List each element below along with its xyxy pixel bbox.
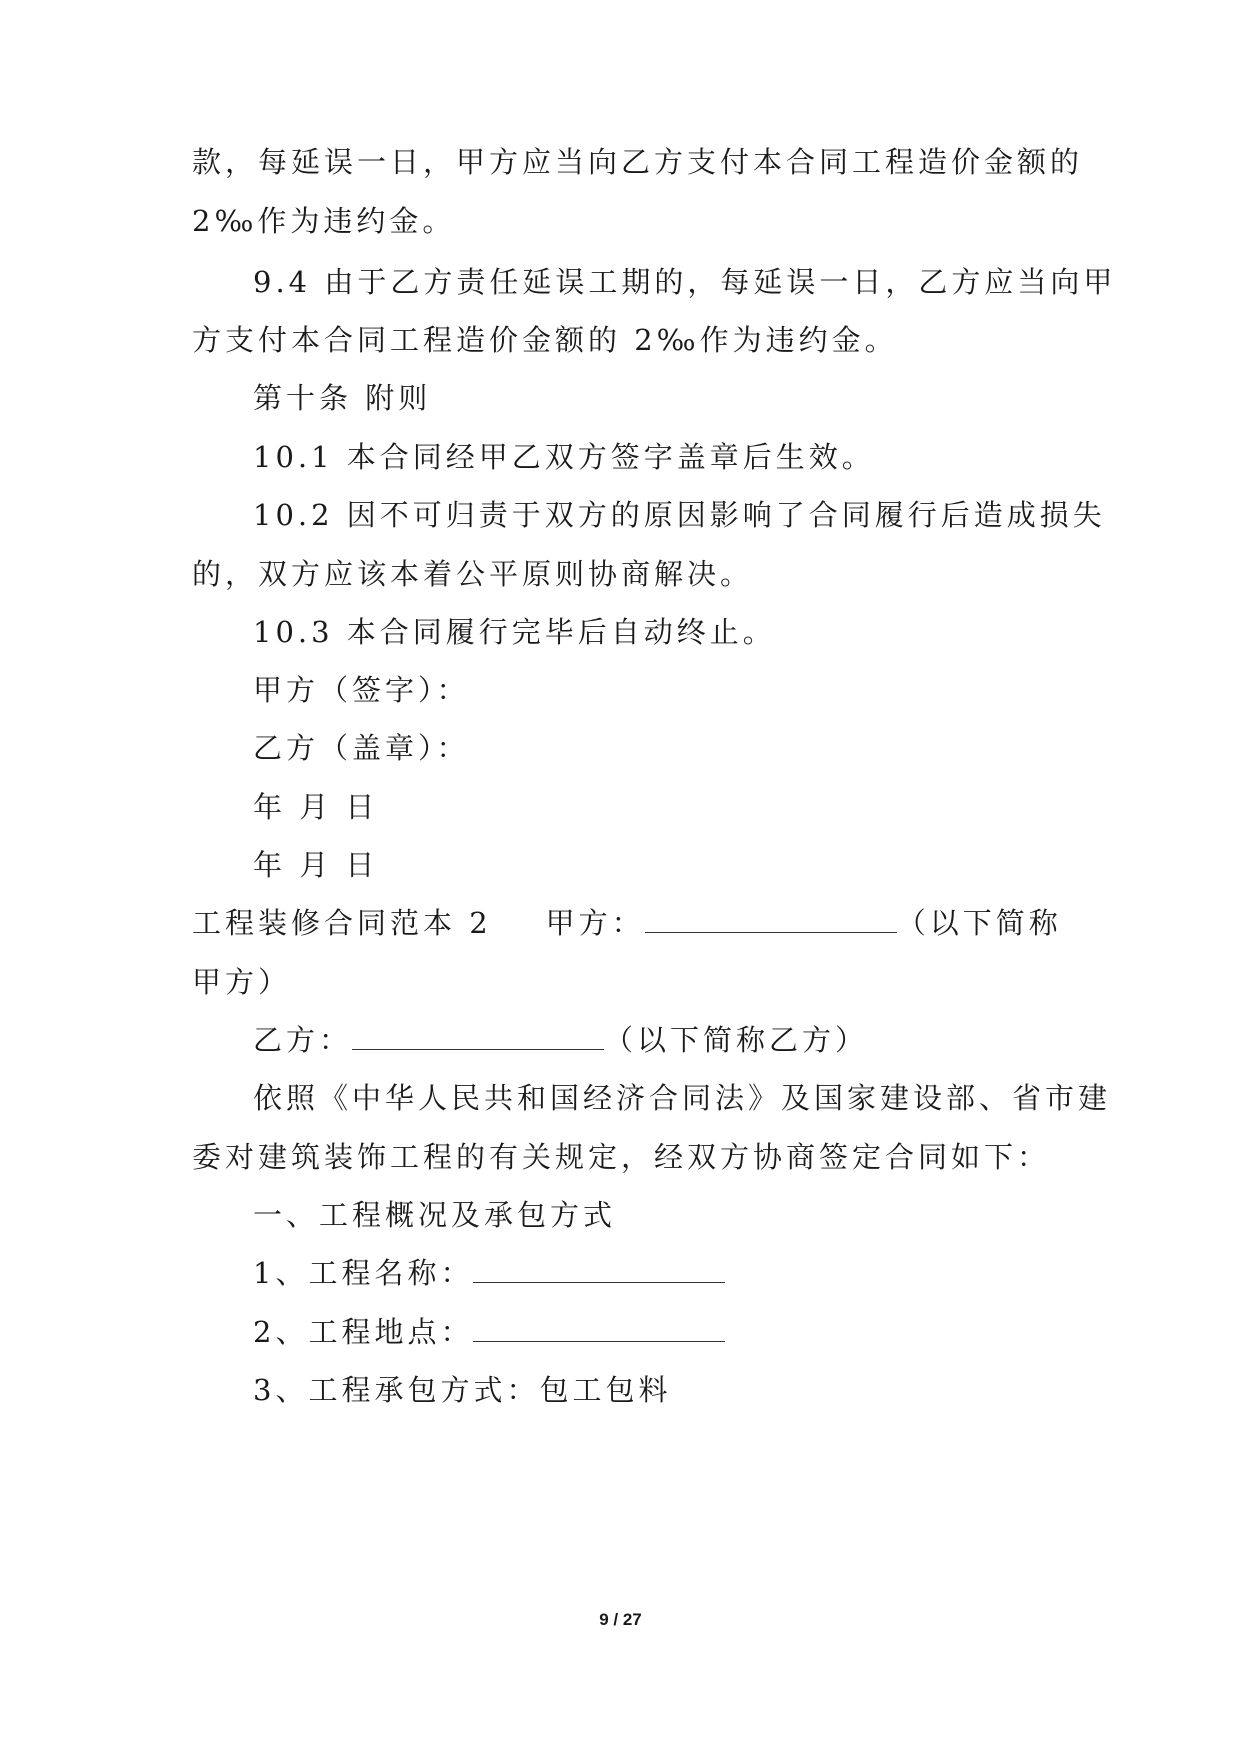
project-location-line	[253, 1312, 725, 1352]
text-line: 委对建筑装饰工程的有关规定，经双方协商签定合同如下：	[192, 1140, 1051, 1174]
contract-2-intro	[192, 903, 1062, 943]
clause-10-3: 10.3 本合同履行完毕后自动终止。	[253, 615, 776, 649]
text-line: 方支付本合同工程造价金额的 2‰作为违约金。	[192, 323, 898, 357]
text-line: 甲方）	[192, 965, 292, 999]
section-1-heading: 一、工程概况及承包方式	[253, 1198, 617, 1232]
party-a-signature: 甲方（签字）：	[253, 673, 470, 707]
text-line: 2‰作为违约金。	[192, 204, 456, 238]
contract-title: 工程装修合同范本 2	[192, 906, 492, 940]
text-line: 款，每延误一日，甲方应当向乙方支付本合同工程造价金额的	[192, 145, 1084, 179]
party-b-line	[253, 1020, 868, 1060]
article-10-heading: 第十条 附则	[253, 381, 432, 415]
project-location-label: 2、工程地点：	[253, 1315, 474, 1349]
text-line: （以下简称乙方）	[604, 1023, 869, 1057]
text-line: 依照《中华人民共和国经济合同法》及国家建设部、省市建	[253, 1081, 1112, 1115]
page-number: 9 / 27	[599, 1610, 642, 1629]
party-a-blank	[645, 904, 897, 933]
party-b-seal: 乙方（盖章）：	[253, 731, 470, 765]
party-a-label: 甲方：	[545, 906, 645, 940]
text-line: 的，双方应该本着公平原则协商解决。	[192, 557, 754, 591]
clause-10-1: 10.1 本合同经甲乙双方签字盖章后生效。	[253, 440, 875, 474]
project-name-line	[253, 1253, 725, 1293]
date-line: 年 月 日	[253, 790, 379, 824]
clause-9-4: 9.4 由于乙方责任延误工期的，每延误一日，乙方应当向甲	[253, 265, 1117, 299]
party-b-label: 乙方：	[253, 1023, 353, 1057]
date-line: 年 月 日	[253, 848, 379, 882]
contract-method-line: 3、工程承包方式：包工包料	[253, 1373, 672, 1407]
clause-10-2: 10.2 因不可归责于双方的原因影响了合同履行后造成损失	[253, 498, 1106, 532]
party-b-blank	[352, 1021, 604, 1050]
project-location-blank	[473, 1313, 725, 1342]
text-line: （以下简称	[896, 906, 1062, 940]
project-name-label: 1、工程名称：	[253, 1256, 474, 1290]
project-name-blank	[473, 1254, 725, 1283]
